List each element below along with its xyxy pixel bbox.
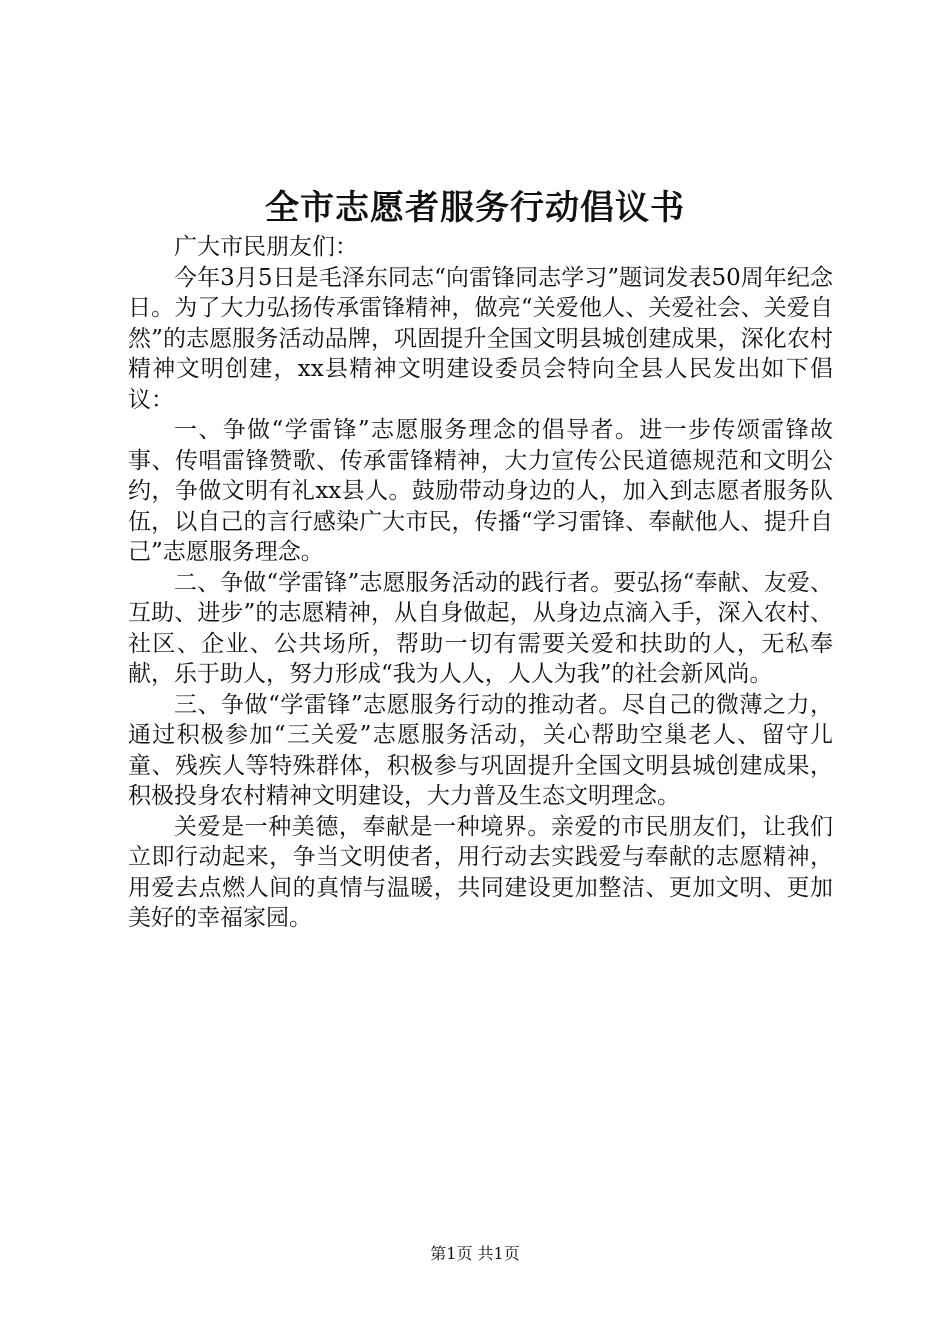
paragraph-proposal-2: 二、争做“学雷锋”志愿服务活动的践行者。要弘扬“奉献、友爱、互助、进步”的志愿精神，从自身做起，从身边点滴入手，深入农村、社区、企业、公共场所，帮助一切有需要关爱和扶助的人，无私奉献，乐于助人，努力形成“我为人人，人人为我”的社会新风尚。: [128, 569, 833, 687]
paragraph-intro: 今年3月5日是毛泽东同志“向雷锋同志学习”题词发表50周年纪念日。为了大力弘扬传承雷锋精神，做亮“关爱他人、关爱社会、关爱自然”的志愿服务活动品牌，巩固提升全国文明县城创建成果，深化农村精神文明创建，xx县精神文明建设委员会特向全县人民发出如下倡议：: [128, 264, 833, 413]
document-body: [128, 232, 833, 934]
salutation: 广大市民朋友们：: [174, 234, 358, 260]
paragraph-proposal-3: 三、争做“学雷锋”志愿服务行动的推动者。尽自己的微薄之力，通过积极参加“三关爱”志愿服务活动，关心帮助空巢老人、留守儿童、残疾人等特殊群体，积极参与巩固提升全国文明县城创建成果，积极投身农村精神文明建设，大力普及生态文明理念。: [128, 691, 833, 809]
paragraph-proposal-1: 一、争做“学雷锋”志愿服务理念的倡导者。进一步传颂雷锋故事、传唱雷锋赞歌、传承雷锋精神，大力宣传公民道德规范和文明公约，争做文明有礼xx县人。鼓励带动身边的人，加入到志愿者服务队伍，以自己的言行感染广大市民，传播“学习雷锋、奉献他人、提升自己”志愿服务理念。: [128, 417, 833, 565]
paragraph-closing: 关爱是一种美德，奉献是一种境界。亲爱的市民朋友们，让我们立即行动起来，争当文明使者，用行动去实践爱与奉献的志愿精神，用爱去点燃人间的真情与温暖，共同建设更加整洁、更加文明、更加美好的幸福家园。: [128, 813, 833, 931]
document-title: 全市志愿者服务行动倡议书: [265, 188, 685, 228]
page-number-footer: 第1页 共1页: [430, 1244, 520, 1263]
